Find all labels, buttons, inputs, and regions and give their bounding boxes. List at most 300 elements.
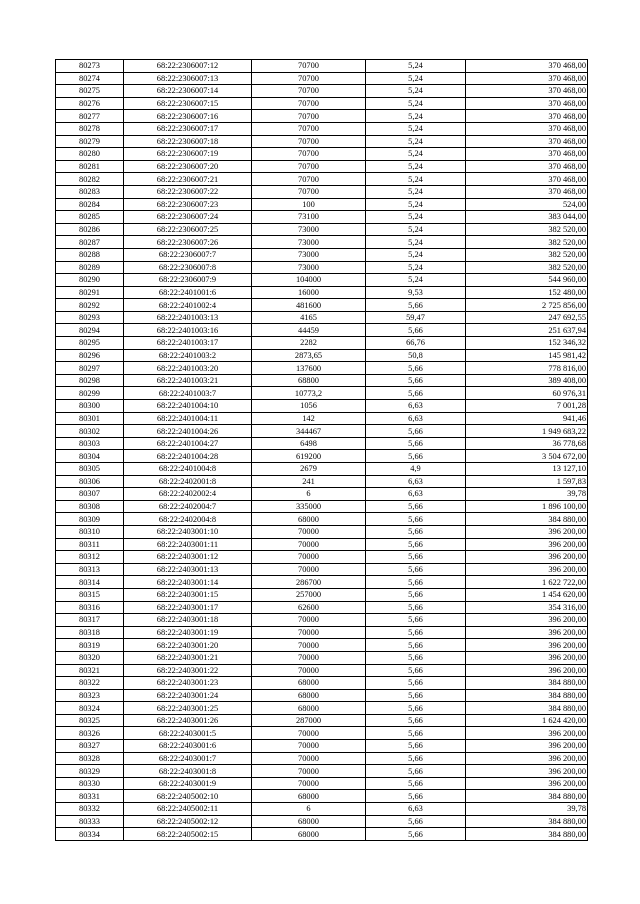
area-cell: 73000 (252, 248, 366, 261)
row-number-cell: 80286 (56, 223, 124, 236)
table-row (56, 110, 588, 123)
table-row (56, 639, 588, 652)
cadastral-number-cell: 68:22:2401004:28 (124, 450, 252, 463)
area-cell: 70000 (252, 740, 366, 753)
area-cell: 68000 (252, 513, 366, 526)
value-cell: 152 480,00 (466, 286, 588, 299)
area-cell: 73000 (252, 236, 366, 249)
value-cell: 36 778,68 (466, 437, 588, 450)
rate-cell: 5,24 (366, 85, 466, 98)
row-number-cell: 80283 (56, 185, 124, 198)
rate-cell: 5,66 (366, 576, 466, 589)
value-cell: 1 454 620,00 (466, 588, 588, 601)
area-cell: 286700 (252, 576, 366, 589)
table-row (56, 727, 588, 740)
area-cell: 6498 (252, 437, 366, 450)
row-number-cell: 80317 (56, 614, 124, 627)
table-row (56, 538, 588, 551)
value-cell: 396 200,00 (466, 639, 588, 652)
table-row (56, 261, 588, 274)
rate-cell: 5,24 (366, 198, 466, 211)
value-cell: 778 816,00 (466, 362, 588, 375)
row-number-cell: 80307 (56, 488, 124, 501)
table-row (56, 425, 588, 438)
row-number-cell: 80333 (56, 815, 124, 828)
table-row (56, 60, 588, 73)
value-cell: 396 200,00 (466, 538, 588, 551)
cadastral-number-cell: 68:22:2306007:7 (124, 248, 252, 261)
table-row (56, 349, 588, 362)
table-row (56, 513, 588, 526)
table-row (56, 299, 588, 312)
value-cell: 396 200,00 (466, 752, 588, 765)
value-cell: 370 468,00 (466, 110, 588, 123)
area-cell: 104000 (252, 274, 366, 287)
rate-cell: 5,66 (366, 513, 466, 526)
rate-cell: 5,66 (366, 324, 466, 337)
table-row (56, 777, 588, 790)
cadastral-number-cell: 68:22:2401002:4 (124, 299, 252, 312)
value-cell: 3 504 672,00 (466, 450, 588, 463)
row-number-cell: 80306 (56, 475, 124, 488)
area-cell: 73000 (252, 261, 366, 274)
area-cell: 619200 (252, 450, 366, 463)
table-row (56, 450, 588, 463)
row-number-cell: 80281 (56, 160, 124, 173)
table-row (56, 248, 588, 261)
cadastral-number-cell: 68:22:2403001:19 (124, 626, 252, 639)
row-number-cell: 80321 (56, 664, 124, 677)
area-cell: 68000 (252, 828, 366, 841)
cadastral-number-cell: 68:22:2403001:20 (124, 639, 252, 652)
table-row (56, 337, 588, 350)
table-row (56, 790, 588, 803)
cadastral-number-cell: 68:22:2306007:17 (124, 122, 252, 135)
row-number-cell: 80279 (56, 135, 124, 148)
row-number-cell: 80284 (56, 198, 124, 211)
rate-cell: 5,66 (366, 525, 466, 538)
value-cell: 396 200,00 (466, 664, 588, 677)
value-cell: 382 520,00 (466, 223, 588, 236)
value-cell: 1 624 420,00 (466, 714, 588, 727)
cadastral-number-cell: 68:22:2405002:11 (124, 803, 252, 816)
area-cell: 70700 (252, 148, 366, 161)
value-cell: 370 468,00 (466, 85, 588, 98)
table-row (56, 664, 588, 677)
table-row (56, 488, 588, 501)
area-cell: 10773,2 (252, 387, 366, 400)
value-cell: 396 200,00 (466, 525, 588, 538)
cadastral-number-cell: 68:22:2403001:23 (124, 677, 252, 690)
cadastral-number-cell: 68:22:2306007:18 (124, 135, 252, 148)
area-cell: 6 (252, 488, 366, 501)
cadastral-number-cell: 68:22:2306007:8 (124, 261, 252, 274)
row-number-cell: 80334 (56, 828, 124, 841)
area-cell: 44459 (252, 324, 366, 337)
table-row (56, 563, 588, 576)
value-cell: 2 725 856,00 (466, 299, 588, 312)
rate-cell: 5,66 (366, 689, 466, 702)
rate-cell: 5,66 (366, 450, 466, 463)
area-cell: 70700 (252, 97, 366, 110)
value-cell: 354 316,00 (466, 601, 588, 614)
table-row (56, 626, 588, 639)
table-row (56, 677, 588, 690)
value-cell: 396 200,00 (466, 563, 588, 576)
value-cell: 145 981,42 (466, 349, 588, 362)
table-row (56, 714, 588, 727)
rate-cell: 5,66 (366, 727, 466, 740)
area-cell: 70700 (252, 110, 366, 123)
row-number-cell: 80288 (56, 248, 124, 261)
row-number-cell: 80331 (56, 790, 124, 803)
row-number-cell: 80300 (56, 400, 124, 413)
row-number-cell: 80313 (56, 563, 124, 576)
rate-cell: 6,63 (366, 803, 466, 816)
value-cell: 7 001,28 (466, 400, 588, 413)
area-cell: 257000 (252, 588, 366, 601)
row-number-cell: 80296 (56, 349, 124, 362)
area-cell: 70700 (252, 60, 366, 73)
table-row (56, 185, 588, 198)
rate-cell: 5,66 (366, 601, 466, 614)
cadastral-number-cell: 68:22:2403001:17 (124, 601, 252, 614)
rate-cell: 6,63 (366, 412, 466, 425)
area-cell: 70000 (252, 563, 366, 576)
value-cell: 247 692,55 (466, 311, 588, 324)
rate-cell: 5,66 (366, 777, 466, 790)
value-cell: 396 200,00 (466, 551, 588, 564)
row-number-cell: 80318 (56, 626, 124, 639)
area-cell: 481600 (252, 299, 366, 312)
cadastral-number-cell: 68:22:2403001:15 (124, 588, 252, 601)
row-number-cell: 80305 (56, 463, 124, 476)
rate-cell: 5,66 (366, 588, 466, 601)
cadastral-number-cell: 68:22:2403001:18 (124, 614, 252, 627)
area-cell: 70000 (252, 752, 366, 765)
row-number-cell: 80311 (56, 538, 124, 551)
rate-cell: 5,24 (366, 223, 466, 236)
value-cell: 370 468,00 (466, 122, 588, 135)
cadastral-number-cell: 68:22:2306007:16 (124, 110, 252, 123)
value-cell: 1 896 100,00 (466, 500, 588, 513)
cadastral-number-cell: 68:22:2403001:10 (124, 525, 252, 538)
row-number-cell: 80308 (56, 500, 124, 513)
rate-cell: 5,24 (366, 97, 466, 110)
table-row (56, 651, 588, 664)
value-cell: 396 200,00 (466, 626, 588, 639)
cadastral-number-cell: 68:22:2306007:13 (124, 72, 252, 85)
rate-cell: 59,47 (366, 311, 466, 324)
area-cell: 344467 (252, 425, 366, 438)
area-cell: 4165 (252, 311, 366, 324)
value-cell: 1 622 722,00 (466, 576, 588, 589)
area-cell: 70000 (252, 765, 366, 778)
table-row (56, 223, 588, 236)
rate-cell: 5,66 (366, 437, 466, 450)
rate-cell: 5,24 (366, 185, 466, 198)
area-cell: 2873,65 (252, 349, 366, 362)
rate-cell: 6,63 (366, 400, 466, 413)
cadastral-number-cell: 68:22:2306007:25 (124, 223, 252, 236)
table-row (56, 437, 588, 450)
table-row (56, 400, 588, 413)
table-row (56, 463, 588, 476)
value-cell: 251 637,94 (466, 324, 588, 337)
rate-cell: 5,66 (366, 790, 466, 803)
value-cell: 370 468,00 (466, 173, 588, 186)
area-cell: 73100 (252, 211, 366, 224)
table-row (56, 122, 588, 135)
row-number-cell: 80323 (56, 689, 124, 702)
table-row (56, 135, 588, 148)
rate-cell: 5,24 (366, 110, 466, 123)
table-row (56, 815, 588, 828)
area-cell: 73000 (252, 223, 366, 236)
area-cell: 1056 (252, 400, 366, 413)
area-cell: 70700 (252, 135, 366, 148)
rate-cell: 5,66 (366, 500, 466, 513)
cadastral-number-cell: 68:22:2306007:14 (124, 85, 252, 98)
cadastral-number-cell: 68:22:2401004:8 (124, 463, 252, 476)
table-row (56, 601, 588, 614)
area-cell: 70000 (252, 626, 366, 639)
area-cell: 241 (252, 475, 366, 488)
table-row (56, 286, 588, 299)
row-number-cell: 80315 (56, 588, 124, 601)
value-cell: 524,00 (466, 198, 588, 211)
cadastral-number-cell: 68:22:2306007:22 (124, 185, 252, 198)
table-row (56, 475, 588, 488)
row-number-cell: 80322 (56, 677, 124, 690)
table-row (56, 173, 588, 186)
cadastral-number-cell: 68:22:2306007:12 (124, 60, 252, 73)
area-cell: 68000 (252, 815, 366, 828)
table-row (56, 412, 588, 425)
value-cell: 396 200,00 (466, 651, 588, 664)
cadastral-number-cell: 68:22:2306007:9 (124, 274, 252, 287)
value-cell: 39,78 (466, 803, 588, 816)
value-cell: 384 880,00 (466, 677, 588, 690)
cadastral-number-cell: 68:22:2306007:19 (124, 148, 252, 161)
value-cell: 396 200,00 (466, 765, 588, 778)
rate-cell: 5,24 (366, 148, 466, 161)
area-cell: 70000 (252, 614, 366, 627)
row-number-cell: 80324 (56, 702, 124, 715)
cadastral-number-cell: 68:22:2401004:26 (124, 425, 252, 438)
rate-cell: 5,66 (366, 299, 466, 312)
area-cell: 70000 (252, 651, 366, 664)
table-row (56, 803, 588, 816)
cadastral-number-cell: 68:22:2403001:12 (124, 551, 252, 564)
cadastral-number-cell: 68:22:2306007:15 (124, 97, 252, 110)
rate-cell: 5,66 (366, 765, 466, 778)
row-number-cell: 80289 (56, 261, 124, 274)
rate-cell: 5,66 (366, 538, 466, 551)
area-cell: 70700 (252, 122, 366, 135)
row-number-cell: 80328 (56, 752, 124, 765)
table-row (56, 72, 588, 85)
table-row (56, 362, 588, 375)
rate-cell: 5,24 (366, 248, 466, 261)
cadastral-number-cell: 68:22:2306007:26 (124, 236, 252, 249)
area-cell: 70000 (252, 727, 366, 740)
area-cell: 68800 (252, 374, 366, 387)
cadastral-number-cell: 68:22:2403001:22 (124, 664, 252, 677)
cadastral-value-table (55, 59, 588, 841)
row-number-cell: 80329 (56, 765, 124, 778)
row-number-cell: 80285 (56, 211, 124, 224)
value-cell: 382 520,00 (466, 236, 588, 249)
cadastral-number-cell: 68:22:2403001:7 (124, 752, 252, 765)
rate-cell: 6,63 (366, 488, 466, 501)
rate-cell: 5,24 (366, 160, 466, 173)
row-number-cell: 80276 (56, 97, 124, 110)
table-row (56, 374, 588, 387)
area-cell: 2679 (252, 463, 366, 476)
rate-cell: 5,66 (366, 563, 466, 576)
row-number-cell: 80319 (56, 639, 124, 652)
table-row (56, 324, 588, 337)
value-cell: 370 468,00 (466, 135, 588, 148)
cadastral-number-cell: 68:22:2402004:8 (124, 513, 252, 526)
cadastral-number-cell: 68:22:2403001:8 (124, 765, 252, 778)
row-number-cell: 80298 (56, 374, 124, 387)
cadastral-number-cell: 68:22:2405002:10 (124, 790, 252, 803)
rate-cell: 5,66 (366, 664, 466, 677)
cadastral-number-cell: 68:22:2306007:20 (124, 160, 252, 173)
rate-cell: 5,66 (366, 425, 466, 438)
rate-cell: 4,9 (366, 463, 466, 476)
value-cell: 370 468,00 (466, 148, 588, 161)
row-number-cell: 80287 (56, 236, 124, 249)
rate-cell: 5,66 (366, 828, 466, 841)
rate-cell: 5,66 (366, 374, 466, 387)
row-number-cell: 80277 (56, 110, 124, 123)
value-cell: 13 127,10 (466, 463, 588, 476)
row-number-cell: 80332 (56, 803, 124, 816)
cadastral-number-cell: 68:22:2402001:8 (124, 475, 252, 488)
cadastral-number-cell: 68:22:2401004:10 (124, 400, 252, 413)
value-cell: 383 044,00 (466, 211, 588, 224)
cadastral-number-cell: 68:22:2401001:6 (124, 286, 252, 299)
rate-cell: 5,66 (366, 651, 466, 664)
cadastral-number-cell: 68:22:2403001:26 (124, 714, 252, 727)
rate-cell: 5,66 (366, 677, 466, 690)
value-cell: 396 200,00 (466, 740, 588, 753)
row-number-cell: 80291 (56, 286, 124, 299)
row-number-cell: 80278 (56, 122, 124, 135)
cadastral-number-cell: 68:22:2306007:21 (124, 173, 252, 186)
cadastral-number-cell: 68:22:2403001:6 (124, 740, 252, 753)
table-row (56, 274, 588, 287)
value-cell: 152 346,32 (466, 337, 588, 350)
row-number-cell: 80293 (56, 311, 124, 324)
table-row (56, 311, 588, 324)
area-cell: 6 (252, 803, 366, 816)
area-cell: 62600 (252, 601, 366, 614)
cadastral-number-cell: 68:22:2306007:24 (124, 211, 252, 224)
row-number-cell: 80302 (56, 425, 124, 438)
area-cell: 70000 (252, 551, 366, 564)
value-cell: 370 468,00 (466, 185, 588, 198)
rate-cell: 5,24 (366, 211, 466, 224)
cadastral-number-cell: 68:22:2403001:25 (124, 702, 252, 715)
area-cell: 287000 (252, 714, 366, 727)
cadastral-number-cell: 68:22:2405002:12 (124, 815, 252, 828)
table-row (56, 97, 588, 110)
cadastral-number-cell: 68:22:2403001:9 (124, 777, 252, 790)
rate-cell: 5,66 (366, 387, 466, 400)
value-cell: 39,78 (466, 488, 588, 501)
rate-cell: 5,66 (366, 614, 466, 627)
row-number-cell: 80309 (56, 513, 124, 526)
table-row (56, 588, 588, 601)
area-cell: 70700 (252, 85, 366, 98)
row-number-cell: 80314 (56, 576, 124, 589)
area-cell: 70000 (252, 639, 366, 652)
area-cell: 68000 (252, 702, 366, 715)
area-cell: 100 (252, 198, 366, 211)
row-number-cell: 80330 (56, 777, 124, 790)
cadastral-number-cell: 68:22:2403001:14 (124, 576, 252, 589)
row-number-cell: 80312 (56, 551, 124, 564)
value-cell: 384 880,00 (466, 790, 588, 803)
cadastral-number-cell: 68:22:2401003:13 (124, 311, 252, 324)
value-cell: 941,46 (466, 412, 588, 425)
area-cell: 68000 (252, 677, 366, 690)
row-number-cell: 80303 (56, 437, 124, 450)
table-row (56, 551, 588, 564)
row-number-cell: 80327 (56, 740, 124, 753)
area-cell: 70700 (252, 160, 366, 173)
table-row (56, 576, 588, 589)
value-cell: 1 597,83 (466, 475, 588, 488)
table-row (56, 198, 588, 211)
value-cell: 389 408,00 (466, 374, 588, 387)
cadastral-number-cell: 68:22:2401003:21 (124, 374, 252, 387)
table-row (56, 614, 588, 627)
cadastral-number-cell: 68:22:2402004:7 (124, 500, 252, 513)
row-number-cell: 80304 (56, 450, 124, 463)
value-cell: 396 200,00 (466, 777, 588, 790)
value-cell: 384 880,00 (466, 828, 588, 841)
rate-cell: 5,24 (366, 122, 466, 135)
area-cell: 70000 (252, 664, 366, 677)
rate-cell: 5,24 (366, 72, 466, 85)
value-cell: 396 200,00 (466, 727, 588, 740)
row-number-cell: 80294 (56, 324, 124, 337)
area-cell: 70000 (252, 777, 366, 790)
cadastral-number-cell: 68:22:2403001:11 (124, 538, 252, 551)
row-number-cell: 80290 (56, 274, 124, 287)
rate-cell: 5,66 (366, 551, 466, 564)
rate-cell: 50,8 (366, 349, 466, 362)
area-cell: 70000 (252, 525, 366, 538)
row-number-cell: 80301 (56, 412, 124, 425)
rate-cell: 5,24 (366, 236, 466, 249)
table-row (56, 85, 588, 98)
cadastral-number-cell: 68:22:2402002:4 (124, 488, 252, 501)
row-number-cell: 80325 (56, 714, 124, 727)
value-cell: 382 520,00 (466, 261, 588, 274)
table-row (56, 211, 588, 224)
area-cell: 70700 (252, 72, 366, 85)
value-cell: 384 880,00 (466, 815, 588, 828)
row-number-cell: 80295 (56, 337, 124, 350)
rate-cell: 5,24 (366, 173, 466, 186)
cadastral-number-cell: 68:22:2401003:7 (124, 387, 252, 400)
